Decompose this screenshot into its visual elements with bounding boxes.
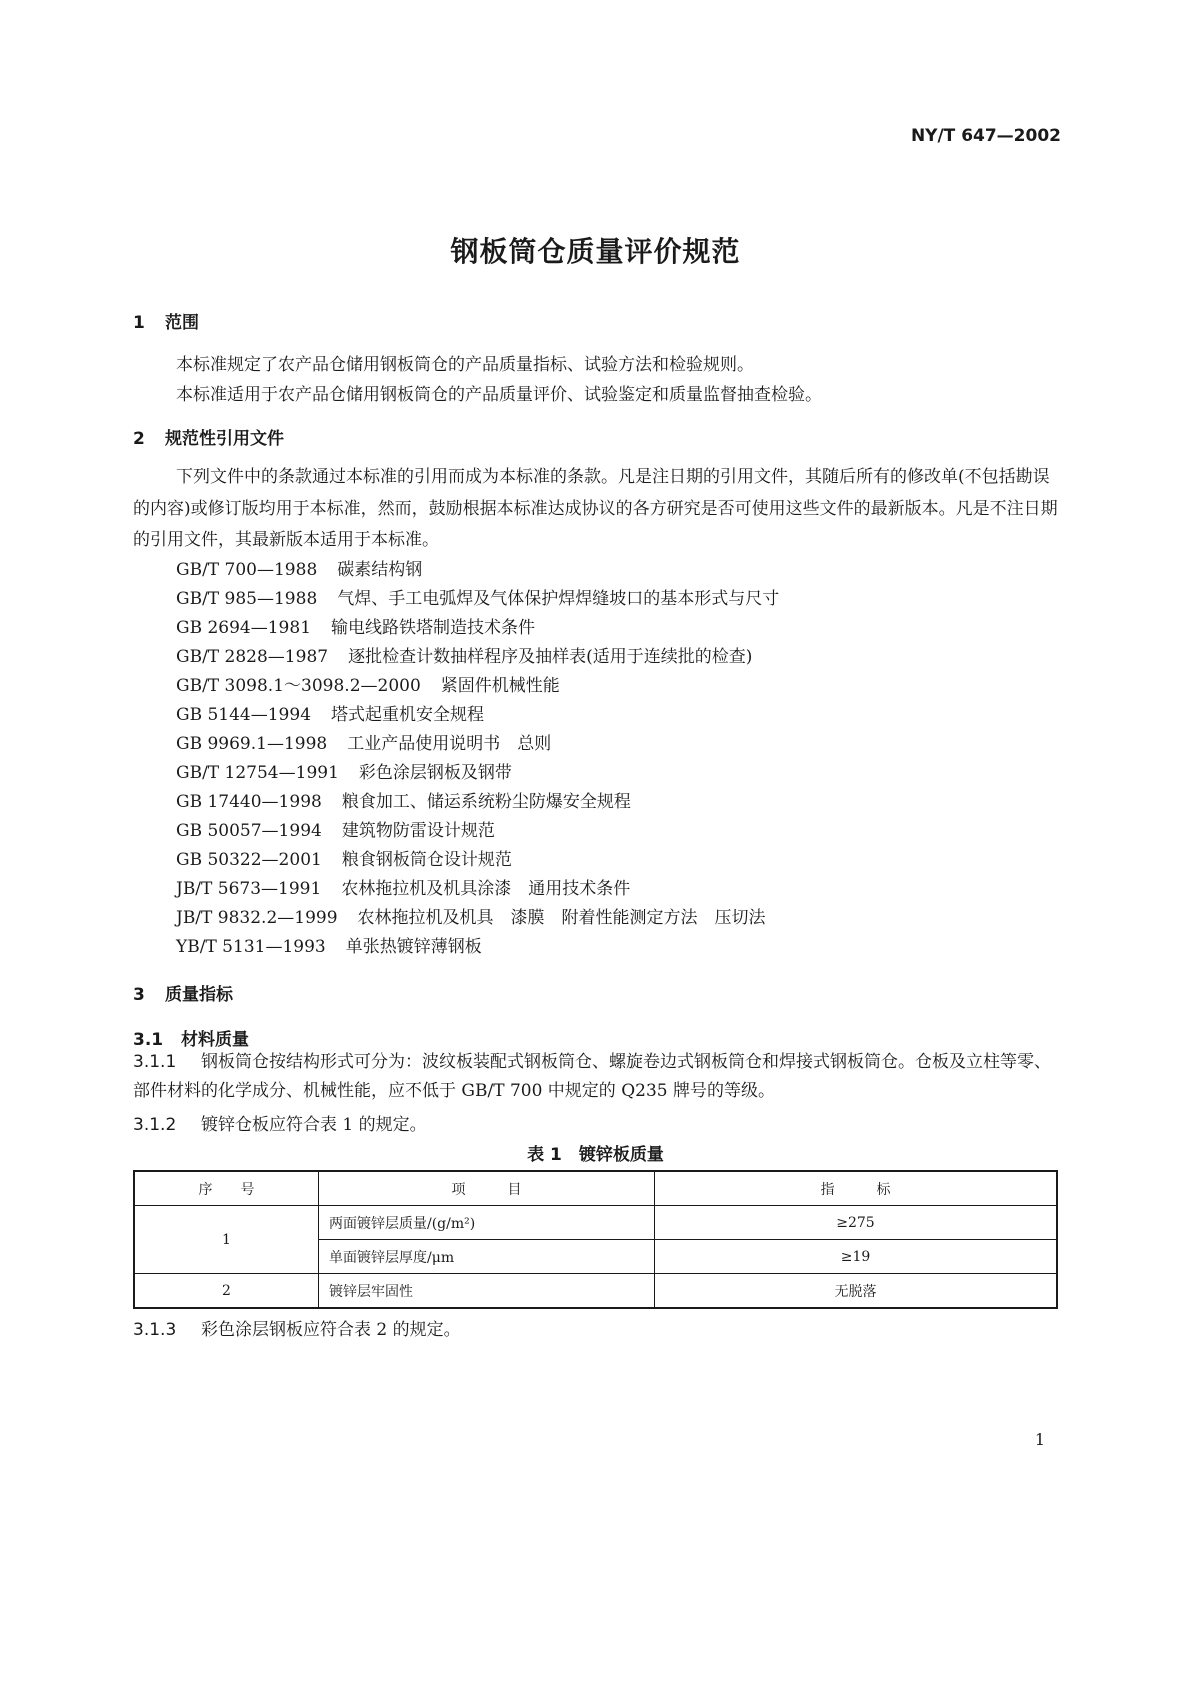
- section-1-heading: [133, 308, 199, 333]
- reference-code: GB 50322—2001: [176, 850, 322, 870]
- page-number: 1: [1034, 1430, 1045, 1449]
- reference-code: GB/T 985—1988: [176, 589, 318, 609]
- reference-title: 输电线路铁塔制造技术条件: [331, 618, 536, 638]
- paragraph: 本标准规定了农产品仓储用钢板筒仓的产品质量指标、试验方法和检验规则。: [176, 355, 754, 375]
- clause-number: 3.1.3: [133, 1320, 177, 1340]
- reference-item: [176, 642, 752, 667]
- reference-title: 工业产品使用说明书 总则: [347, 734, 552, 754]
- reference-title: 建筑物防雷设计规范: [341, 821, 495, 841]
- clause-text: 镀锌仓板应符合表 1 的规定。: [201, 1115, 427, 1135]
- reference-title: 逐批检查计数抽样程序及抽样表(适用于连续批的检查): [348, 647, 753, 667]
- clause-3-1-3: [133, 1315, 461, 1340]
- column-header-item: 项 目: [319, 1171, 655, 1206]
- reference-code: GB 5144—1994: [176, 705, 312, 725]
- reference-item: [176, 903, 766, 928]
- section-title: 规范性引用文件: [165, 429, 284, 449]
- reference-code: GB/T 12754—1991: [176, 763, 339, 783]
- reference-code: GB/T 3098.1～3098.2—2000: [176, 676, 421, 696]
- subsection-3-1-heading: [133, 1025, 249, 1050]
- reference-item: [176, 671, 560, 696]
- reference-code: YB/T 5131—1993: [176, 937, 326, 957]
- reference-title: 农林拖拉机及机具涂漆 通用技术条件: [341, 879, 631, 899]
- standard-code: NY/T 647—2002: [910, 126, 1061, 146]
- table-header-row: [134, 1171, 1057, 1206]
- table-row: [134, 1274, 1057, 1309]
- document-title: 钢板筒仓质量评价规范: [450, 235, 741, 268]
- clause-3-1-2: [133, 1110, 427, 1135]
- row-number-cell: 1: [134, 1206, 319, 1274]
- reference-code: GB/T 700—1988: [176, 560, 318, 580]
- clause-3-1-1: [133, 1048, 1058, 1106]
- reference-item: [176, 584, 779, 609]
- reference-item: [176, 874, 630, 899]
- section-title: 范围: [165, 313, 199, 333]
- reference-title: 粮食钢板筒仓设计规范: [341, 850, 512, 870]
- row-number-cell: 2: [134, 1274, 319, 1309]
- section-3-heading: [133, 980, 233, 1005]
- reference-item: [176, 787, 631, 812]
- reference-title: 粮食加工、储运系统粉尘防爆安全规程: [341, 792, 631, 812]
- reference-item: [176, 816, 495, 841]
- section-number: 3: [133, 985, 145, 1005]
- reference-item: [176, 845, 512, 870]
- reference-item: [176, 729, 551, 754]
- table-row: [134, 1206, 1057, 1240]
- reference-item: [176, 555, 422, 580]
- subsection-number: 3.1: [133, 1030, 164, 1050]
- section-number: 2: [133, 429, 145, 449]
- reference-title: 碳素结构钢: [337, 560, 423, 580]
- item-cell: 单面镀锌层厚度/μm: [319, 1240, 655, 1274]
- clause-number: 3.1.1: [133, 1052, 177, 1072]
- reference-item: [176, 932, 482, 957]
- table-1: [133, 1170, 1058, 1309]
- reference-code: JB/T 5673—1991: [176, 879, 322, 899]
- reference-code: GB 2694—1981: [176, 618, 312, 638]
- section-number: 1: [133, 313, 145, 333]
- references-intro-paragraph: 下列文件中的条款通过本标准的引用而成为本标准的条款。凡是注日期的引用文件，其随后所有的修改单(不包括勘误的内容)或修订版均用于本标准，然而，鼓励根据本标准达成协议的各方研究是否可使用这些文件的最新版本。凡是不注日期的引用文件，其最新版本适用于本标准。: [133, 467, 1058, 550]
- reference-title: 紧固件机械性能: [440, 676, 560, 696]
- clause-number: 3.1.2: [133, 1115, 177, 1135]
- value-cell: ≥275: [655, 1206, 1058, 1240]
- subsection-title: 材料质量: [181, 1030, 249, 1050]
- value-cell: ≥19: [655, 1240, 1058, 1274]
- reference-title: 农林拖拉机及机具 漆膜 附着性能测定方法 压切法: [357, 908, 766, 928]
- table-1-caption: 表 1 镀锌板质量: [527, 1145, 664, 1165]
- section-title: 质量指标: [165, 985, 233, 1005]
- reference-code: GB 50057—1994: [176, 821, 322, 841]
- value-cell: 无脱落: [655, 1274, 1058, 1309]
- reference-code: GB/T 2828—1987: [176, 647, 329, 667]
- reference-code: GB 9969.1—1998: [176, 734, 328, 754]
- reference-item: [176, 613, 535, 638]
- clause-text: 钢板筒仓按结构形式可分为：波纹板装配式钢板筒仓、螺旋卷边式钢板筒仓和焊接式钢板筒仓。仓板及立柱等零、部件材料的化学成分、机械性能，应不低于 GB/T 700 中规定的 Q235 牌号的等级。: [133, 1052, 1051, 1101]
- reference-title: 气焊、手工电弧焊及气体保护焊焊缝坡口的基本形式与尺寸: [337, 589, 780, 609]
- reference-code: GB 17440—1998: [176, 792, 322, 812]
- section-2-heading: [133, 424, 284, 449]
- reference-title: 彩色涂层钢板及钢带: [358, 763, 512, 783]
- reference-title: 单张热镀锌薄钢板: [345, 937, 482, 957]
- reference-code: JB/T 9832.2—1999: [176, 908, 338, 928]
- item-cell: 两面镀锌层质量/(g/m²): [319, 1206, 655, 1240]
- clause-text: 彩色涂层钢板应符合表 2 的规定。: [201, 1320, 461, 1340]
- reference-item: [176, 758, 512, 783]
- column-header-value: 指 标: [655, 1171, 1058, 1206]
- item-cell: 镀锌层牢固性: [319, 1274, 655, 1309]
- reference-item: [176, 700, 484, 725]
- column-header-no: 序 号: [134, 1171, 319, 1206]
- reference-title: 塔式起重机安全规程: [331, 705, 485, 725]
- paragraph: 本标准适用于农产品仓储用钢板筒仓的产品质量评价、试验鉴定和质量监督抽查检验。: [176, 385, 822, 405]
